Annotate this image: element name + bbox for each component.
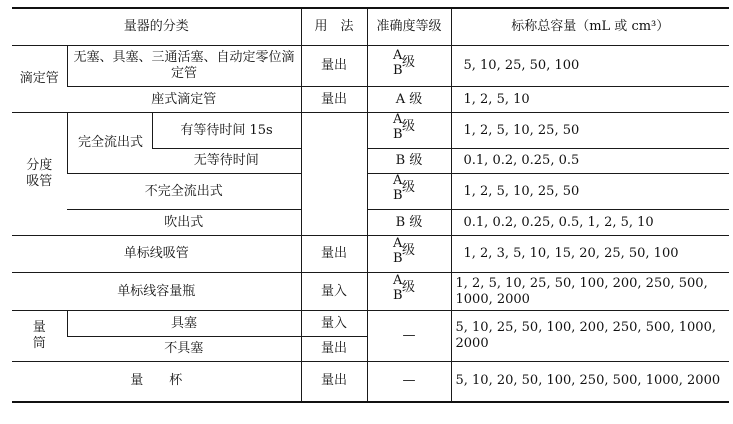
row-capacity: 1, 2, 5, 10, 25, 50: [451, 174, 729, 210]
row-usage: [301, 113, 367, 236]
row-name: 单标线容量瓶: [12, 273, 301, 311]
row-name: 无等待时间: [152, 149, 301, 174]
row-grade: A 级: [367, 87, 451, 113]
header-capacity: 标称总容量（mL 或 cm³）: [451, 8, 729, 46]
full-outflow: 完全流出式: [67, 113, 152, 174]
table-row: [12, 87, 729, 113]
row-grade: —: [367, 362, 451, 402]
row-capacity: 5, 10, 25, 50, 100: [451, 46, 729, 87]
header-accuracy: 准确度等级: [367, 8, 451, 46]
row-grade: A 级 B: [367, 46, 451, 87]
table-row: [12, 210, 729, 236]
row-grade: A 级 B: [367, 236, 451, 273]
table-row: [12, 273, 729, 311]
row-grade: A 级 B: [367, 273, 451, 311]
header-row: [12, 8, 729, 46]
row-usage: 量出: [301, 337, 367, 362]
row-usage: 量入: [301, 311, 367, 337]
row-capacity: 1, 2, 5, 10, 25, 50, 100, 200, 250, 500, 1000, 2000: [451, 273, 729, 311]
row-usage: 量入: [301, 273, 367, 311]
table-row: [12, 46, 729, 87]
row-usage: 量出: [301, 236, 367, 273]
header-kind: 量器的分类: [12, 8, 301, 46]
row-capacity: 1, 2, 5, 10: [451, 87, 729, 113]
table-row: [12, 311, 729, 337]
row-usage: 量出: [301, 87, 367, 113]
header-usage: 用 法: [301, 8, 367, 46]
row-name: 不完全流出式: [67, 174, 301, 210]
group-cylinder: 量筒: [12, 311, 67, 362]
row-usage: 量出: [301, 362, 367, 402]
row-name: 座式滴定管: [67, 87, 301, 113]
row-grade: B 级: [367, 210, 451, 236]
row-capacity: 1, 2, 3, 5, 10, 15, 20, 25, 50, 100: [451, 236, 729, 273]
row-grade: B 级: [367, 149, 451, 174]
group-burette: 滴定管: [12, 46, 67, 113]
group-pipette: 分度吸管: [12, 113, 67, 236]
row-name: 吹出式: [67, 210, 301, 236]
table-row: [12, 362, 729, 402]
table-row: [12, 236, 729, 273]
row-name: 单标线吸管: [12, 236, 301, 273]
row-name: 不具塞: [67, 337, 301, 362]
row-name: 有等待时间 15s: [152, 113, 301, 149]
row-usage: 量出: [301, 46, 367, 87]
row-capacity: 0.1, 0.2, 0.25, 0.5: [451, 149, 729, 174]
row-capacity: 5, 10, 20, 50, 100, 250, 500, 1000, 2000: [451, 362, 729, 402]
table-row: [12, 174, 729, 210]
row-name: 无塞、具塞、三通活塞、自动定零位滴定管: [67, 46, 301, 87]
row-capacity: 1, 2, 5, 10, 25, 50: [451, 113, 729, 149]
row-name: 具塞: [67, 311, 301, 337]
row-capacity: 5, 10, 25, 50, 100, 200, 250, 500, 1000, 2000: [451, 311, 729, 362]
row-grade: A 级 B: [367, 113, 451, 149]
glassware-table: [12, 7, 729, 403]
table-row: [12, 113, 729, 149]
row-capacity: 0.1, 0.2, 0.25, 0.5, 1, 2, 5, 10: [451, 210, 729, 236]
row-grade: —: [367, 311, 451, 362]
row-name: 量 杯: [12, 362, 301, 402]
row-grade: A 级 B: [367, 174, 451, 210]
